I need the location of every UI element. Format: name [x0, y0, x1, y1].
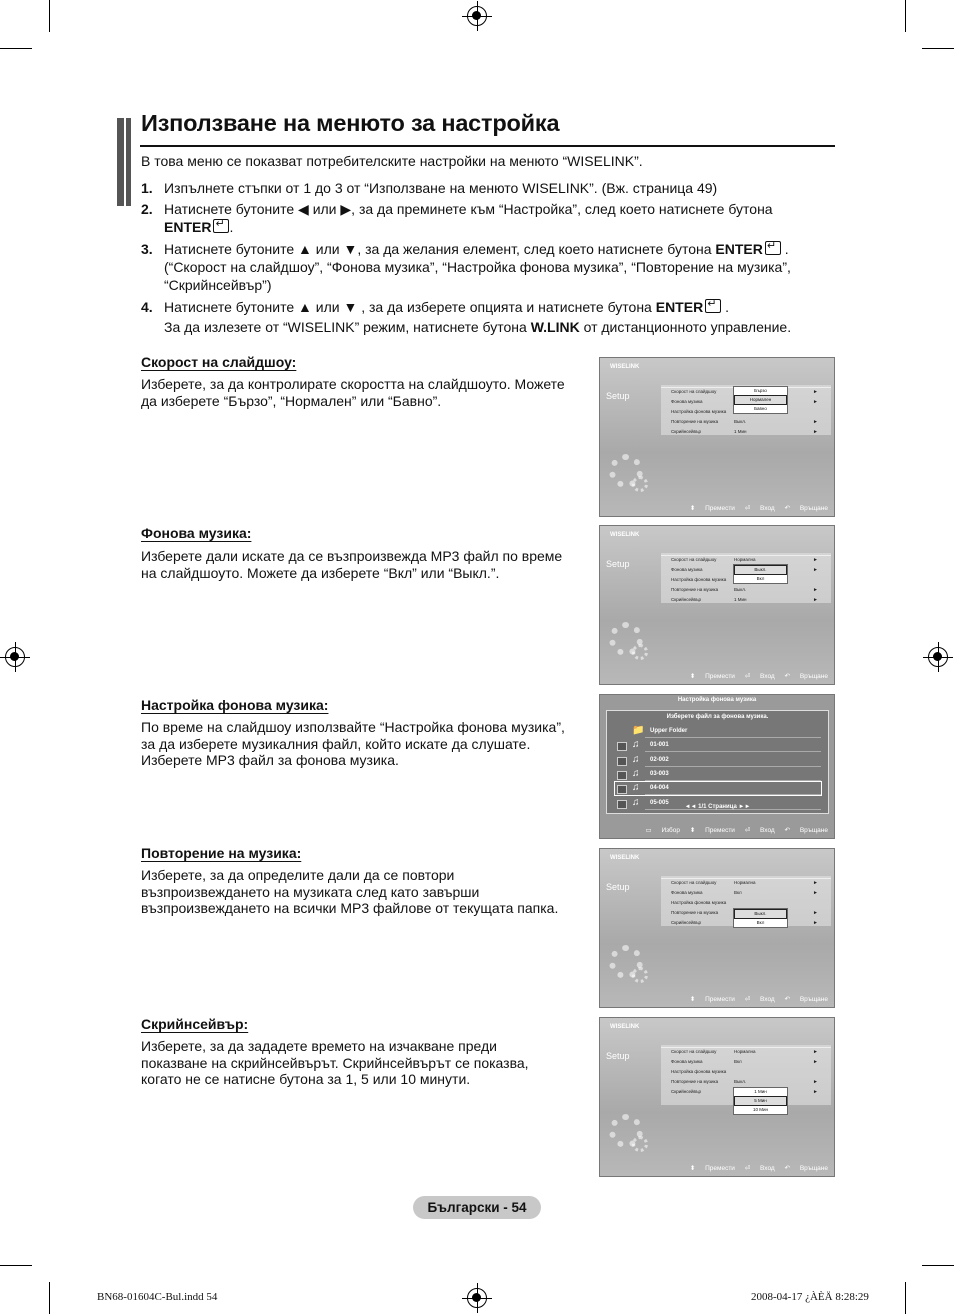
- popup-option[interactable]: Вкл: [756, 920, 765, 925]
- title-underline: [140, 145, 835, 147]
- move-label: Премести: [705, 505, 735, 512]
- section-line: възпроизвеждането на всички MP3 файлове от текущата папка.: [141, 900, 559, 916]
- screen-background-music: [599, 525, 835, 685]
- row-separator: [645, 780, 821, 781]
- row-separator: [645, 794, 821, 795]
- title-bar-decoration: [126, 118, 131, 206]
- arrow-right-icon: ►: [813, 910, 818, 916]
- section-line: за да изберете музикалния файл, който искате да слушате.: [141, 735, 531, 752]
- arrow-right-icon: ►: [813, 399, 818, 405]
- file-screen-subheader: Изберете файл за фонова музика.: [666, 714, 769, 720]
- file-name: 03-003: [650, 770, 669, 777]
- arrow-right-icon: ►: [813, 567, 818, 573]
- section-line: Изберете, за да контролирате скоростта на слайдшоуто. Можете: [141, 376, 565, 392]
- menu-row-label: Скрийнсейвър: [671, 1089, 702, 1094]
- return-label: Връщане: [799, 996, 828, 1003]
- enter-label: ENTER: [655, 299, 704, 315]
- registration-mark-icon: [928, 647, 948, 667]
- step-text: [164, 319, 791, 335]
- file-list-item[interactable]: [615, 725, 821, 738]
- menu-row-value: Вкл: [734, 890, 742, 895]
- enter-label: ENTER: [164, 219, 212, 235]
- intro-text: В това меню се показват потребителските настройки на менюто “WISELINK”.: [141, 153, 643, 169]
- setup-label: Setup: [606, 559, 630, 569]
- select-hint: ▭ Избор: [645, 827, 681, 834]
- menu-row-value: Нормална: [734, 557, 756, 562]
- crop-mark: [49, 0, 50, 32]
- menu-row-label: Фонова музика: [671, 890, 703, 895]
- file-list-item[interactable]: [615, 739, 821, 752]
- music-note-icon: ♫: [632, 739, 640, 751]
- screen-music-file-select: [599, 694, 835, 839]
- section-heading: Скорост на слайдшоу:: [141, 354, 297, 370]
- step-end: .: [784, 241, 789, 257]
- row-separator: [645, 737, 821, 738]
- screen-music-repeat: [599, 848, 835, 1008]
- select-label: Избор: [661, 827, 681, 834]
- popup-option[interactable]: Выкл.: [734, 565, 787, 575]
- music-note-icon: ♫: [632, 753, 640, 765]
- file-list-item[interactable]: [615, 782, 821, 795]
- enter-hint-label: Вход: [760, 1165, 775, 1172]
- section-line: на слайдшоуто. Можете да изберете “Вкл” или “Выкл.”.: [141, 564, 500, 581]
- screen-footer: [682, 1164, 828, 1172]
- file-name: 02-002: [650, 756, 669, 763]
- arrow-right-icon: ►: [813, 597, 818, 603]
- gear-icon: [632, 644, 648, 660]
- option-popup: [733, 1087, 788, 1115]
- file-name: 04-004: [650, 785, 669, 792]
- menu-row-value: Выкл.: [734, 1079, 747, 1084]
- enter-label: ENTER: [715, 241, 763, 257]
- checkbox[interactable]: [617, 742, 627, 751]
- pager: ◄◄ 1/1 Страница ►►: [684, 804, 751, 810]
- section-line: когато не се натисне бутона за 1, 5 или 10 минути.: [141, 1071, 471, 1087]
- section-heading: Скрийнсейвър:: [141, 1016, 249, 1032]
- arrow-right-icon: ►: [813, 1089, 818, 1095]
- wlink-label: W.LINK: [530, 319, 580, 335]
- menu-row-label: Повторение на музика: [671, 910, 719, 915]
- move-hint: ⬍ Премести: [689, 673, 735, 680]
- option-popup: [733, 908, 788, 928]
- return-label: Връщане: [799, 673, 828, 680]
- file-name: 01-001: [650, 742, 669, 749]
- menu-row-label: Фонова музика: [671, 567, 703, 572]
- step-end: .: [725, 299, 729, 315]
- crop-mark: [922, 48, 954, 49]
- setup-menu-panel: [661, 1045, 831, 1112]
- return-hint: ↶ Връщане: [784, 827, 828, 834]
- folder-icon: 📁: [632, 725, 645, 736]
- menu-row-label: Настройка фонова музика: [671, 900, 727, 905]
- step-number: 4.: [141, 299, 153, 315]
- return-label: Връщане: [799, 505, 828, 512]
- move-hint: ⬍ Премести: [689, 1165, 735, 1172]
- move-label: Премести: [705, 673, 735, 680]
- step-text: [164, 299, 729, 315]
- setup-label: Setup: [606, 391, 630, 401]
- return-label: Връщане: [799, 1165, 828, 1172]
- step-text-part: Натиснете бутоните ▲ или ▼ , за да изберете опцията и натиснете бутона: [164, 299, 652, 315]
- section-text: [141, 867, 593, 917]
- menu-divider: [661, 555, 831, 556]
- wiselink-logo: WISELINK: [610, 532, 640, 538]
- section-line: показване на скрийнсейвърът. Скрийнсейвърът се показва,: [141, 1054, 529, 1071]
- screen-footer: [638, 826, 828, 834]
- checkbox[interactable]: [617, 771, 627, 780]
- page-number-badge: Български - 54: [413, 1196, 541, 1219]
- option-popup: [733, 386, 788, 414]
- crop-mark: [922, 1265, 954, 1266]
- section-line: Изберете дали искате да се възпроизвежда MP3 файл по време: [141, 548, 563, 564]
- arrow-right-icon: ►: [813, 880, 818, 886]
- setup-label: Setup: [606, 882, 630, 892]
- enter-icon: [765, 241, 781, 255]
- setup-menu-panel: [661, 385, 831, 435]
- wiselink-logo: WISELINK: [610, 855, 640, 861]
- section-heading: Повторение на музика:: [141, 845, 302, 861]
- checkbox[interactable]: [617, 785, 627, 794]
- menu-row-value: Нормална: [734, 880, 756, 885]
- menu-row-label: Скрийнсейвър: [671, 429, 702, 434]
- move-hint: ⬍ Премести: [689, 505, 735, 512]
- section-heading: Настройка фонова музика:: [141, 697, 329, 713]
- menu-divider: [661, 878, 831, 879]
- popup-option[interactable]: 10 Мин: [752, 1107, 768, 1112]
- screen-footer: [682, 995, 828, 1003]
- section-line: да изберете “Бързо”, “Нормален” или “Бавно”.: [141, 392, 442, 409]
- section-text: [141, 376, 593, 409]
- move-hint: ⬍ Премести: [689, 827, 735, 834]
- section-text: [141, 719, 593, 769]
- file-screen-header: Настройка фонова музика: [677, 697, 757, 703]
- wiselink-logo: WISELINK: [610, 364, 640, 370]
- crop-mark: [905, 0, 906, 32]
- move-hint: ⬍ Премести: [689, 996, 735, 1003]
- section-text: [141, 548, 593, 581]
- enter-hint-label: Вход: [760, 827, 775, 834]
- enter-hint: ⏎ Вход: [744, 673, 775, 680]
- page-title: Използване на менюто за настройка: [141, 110, 560, 136]
- menu-row-value: Выкл.: [734, 419, 747, 424]
- checkbox[interactable]: [617, 757, 627, 766]
- music-note-icon: ♫: [632, 796, 640, 808]
- menu-row-label: Скорост на слайдшоу: [671, 1049, 717, 1054]
- step-number: 3.: [141, 241, 153, 257]
- title-bar-decoration: [117, 118, 124, 206]
- arrow-right-icon: ►: [813, 1049, 818, 1055]
- section-line: Изберете, за да определите дали да се повтори: [141, 867, 455, 883]
- step-text: [164, 241, 789, 257]
- registration-mark-icon: [467, 1288, 487, 1308]
- step-text-part: Натиснете бутоните ▲ или ▼, за да желания елемент, след което натиснете бутона: [164, 241, 712, 257]
- menu-row-label: Повторение на музика: [671, 1079, 719, 1084]
- popup-option[interactable]: Бавно: [754, 406, 767, 411]
- popup-option[interactable]: Нормален: [734, 395, 787, 405]
- popup-option[interactable]: Бързо: [754, 388, 767, 393]
- arrow-right-icon: ►: [813, 1079, 818, 1085]
- file-name: Upper Folder: [650, 728, 688, 734]
- menu-row-label: Скорост на слайдшоу: [671, 389, 717, 394]
- menu-row-value: 1 Мин: [734, 597, 747, 602]
- file-list-item[interactable]: [615, 754, 821, 767]
- enter-button-ref: [164, 219, 233, 235]
- menu-row-label: Настройка фонова музика: [671, 1069, 727, 1074]
- wiselink-logo: WISELINK: [610, 1024, 640, 1030]
- crop-mark: [0, 1265, 32, 1266]
- music-note-icon: ♫: [632, 782, 640, 794]
- setup-label: Setup: [606, 1051, 630, 1061]
- step-text-part: За да излезете от “WISELINK” режим, натиснете бутона: [164, 319, 531, 335]
- arrow-right-icon: ►: [813, 429, 818, 435]
- step-text: Изпълнете стъпки от 1 до 3 от “Използване на менюто WISELINK”. (Вж. страница 49): [164, 180, 718, 196]
- arrow-right-icon: ►: [813, 419, 818, 425]
- menu-row-value: Нормална: [734, 1049, 756, 1054]
- menu-row-label: Настройка фонова музика: [671, 409, 727, 414]
- enter-hint-label: Вход: [760, 996, 775, 1003]
- crop-mark: [905, 1282, 906, 1314]
- enter-hint: ⏎ Вход: [744, 505, 775, 512]
- move-label: Премести: [705, 996, 735, 1003]
- registration-mark-icon: [5, 647, 25, 667]
- print-file-info: BN68-01604C-Bul.indd 54: [97, 1291, 218, 1303]
- option-popup: [733, 564, 788, 584]
- setup-menu-panel: [661, 876, 831, 926]
- gear-icon: [632, 1136, 648, 1152]
- menu-row-label: Скрийнсейвър: [671, 920, 702, 925]
- crop-mark: [49, 1282, 50, 1314]
- move-label: Премести: [705, 827, 735, 834]
- menu-row-label: Повторение на музика: [671, 587, 719, 592]
- arrow-right-icon: ►: [813, 890, 818, 896]
- return-hint: ↶ Връщане: [784, 996, 828, 1003]
- menu-row-label: Фонова музика: [671, 399, 703, 404]
- music-note-icon: ♫: [632, 767, 640, 779]
- popup-option[interactable]: 5 Мин: [734, 1096, 787, 1106]
- step-text-part: от дистанционното управление.: [579, 319, 792, 335]
- move-label: Премести: [705, 1165, 735, 1172]
- section-line: Изберете MP3 файл за фонова музика.: [141, 752, 399, 768]
- step-text: (“Скорост на слайдшоу”, “Фонова музика”, “Настройка фонова музика”, “Повторение на музика”,: [164, 259, 791, 275]
- menu-row-value: 1 Мин: [734, 429, 747, 434]
- arrow-right-icon: ►: [813, 389, 818, 395]
- step-number: 1.: [141, 180, 153, 196]
- arrow-right-icon: ►: [813, 557, 818, 563]
- menu-row-label: Скрийнсейвър: [671, 597, 702, 602]
- file-name: 05-005: [650, 799, 669, 806]
- step-end: .: [229, 219, 234, 235]
- arrow-right-icon: ►: [813, 587, 818, 593]
- registration-mark-icon: [467, 6, 487, 26]
- screen-slideshow-speed: [599, 357, 835, 517]
- screen-screensaver: [599, 1017, 835, 1177]
- section-text: [141, 1038, 593, 1088]
- setup-menu-panel: [661, 553, 831, 603]
- menu-row-label: Повторение на музика: [671, 419, 719, 424]
- return-hint: ↶ Връщане: [784, 1165, 828, 1172]
- row-separator: [645, 751, 821, 752]
- gear-icon: [632, 967, 648, 983]
- enter-hint: ⏎ Вход: [744, 1165, 775, 1172]
- enter-hint: ⏎ Вход: [744, 996, 775, 1003]
- return-label: Връщане: [799, 827, 828, 834]
- popup-option[interactable]: Вкл: [756, 576, 765, 581]
- step-text: Натиснете бутоните ◀ или ▶, за да преминете към “Настройка”, след което натиснете бутона: [164, 201, 773, 217]
- gear-icon: [632, 476, 648, 492]
- menu-row-label: Скорост на слайдшоу: [671, 880, 717, 885]
- enter-hint-label: Вход: [760, 673, 775, 680]
- file-list-item[interactable]: [615, 768, 821, 781]
- step-text: “Скрийнсейвър”): [164, 277, 272, 293]
- menu-row-value: Вкл: [734, 1059, 742, 1064]
- menu-divider: [661, 1047, 831, 1048]
- menu-row-label: Настройка фонова музика: [671, 577, 727, 582]
- arrow-right-icon: ►: [813, 1059, 818, 1065]
- section-line: Изберете, за да зададете времето на изчакване преди: [141, 1038, 498, 1054]
- menu-row-label: Скорост на слайдшоу: [671, 557, 717, 562]
- menu-row-label: Фонова музика: [671, 1059, 703, 1064]
- return-hint: ↶ Връщане: [784, 673, 828, 680]
- menu-row-value: Выкл.: [734, 587, 747, 592]
- enter-hint: ⏎ Вход: [744, 827, 775, 834]
- crop-mark: [0, 48, 32, 49]
- file-list-panel: [606, 710, 829, 814]
- return-hint: ↶ Връщане: [784, 505, 828, 512]
- section-line: възпроизвеждането на музиката след като завърши: [141, 883, 480, 900]
- enter-icon: [705, 299, 721, 313]
- row-separator: [645, 766, 821, 767]
- enter-icon: [213, 219, 229, 233]
- section-line: По време на слайдшоу използвайте “Настройка фонова музика”,: [141, 719, 565, 735]
- step-number: 2.: [141, 201, 153, 217]
- print-timestamp: 2008-04-17 ¿ÀÈÄ 8:28:29: [751, 1291, 869, 1303]
- section-heading: Фонова музика:: [141, 525, 252, 541]
- screen-footer: [682, 504, 828, 512]
- popup-option[interactable]: 1 Мин: [754, 1089, 767, 1094]
- arrow-right-icon: ►: [813, 920, 818, 926]
- popup-option[interactable]: Выкл.: [734, 909, 787, 919]
- screen-footer: [682, 672, 828, 680]
- enter-hint-label: Вход: [760, 505, 775, 512]
